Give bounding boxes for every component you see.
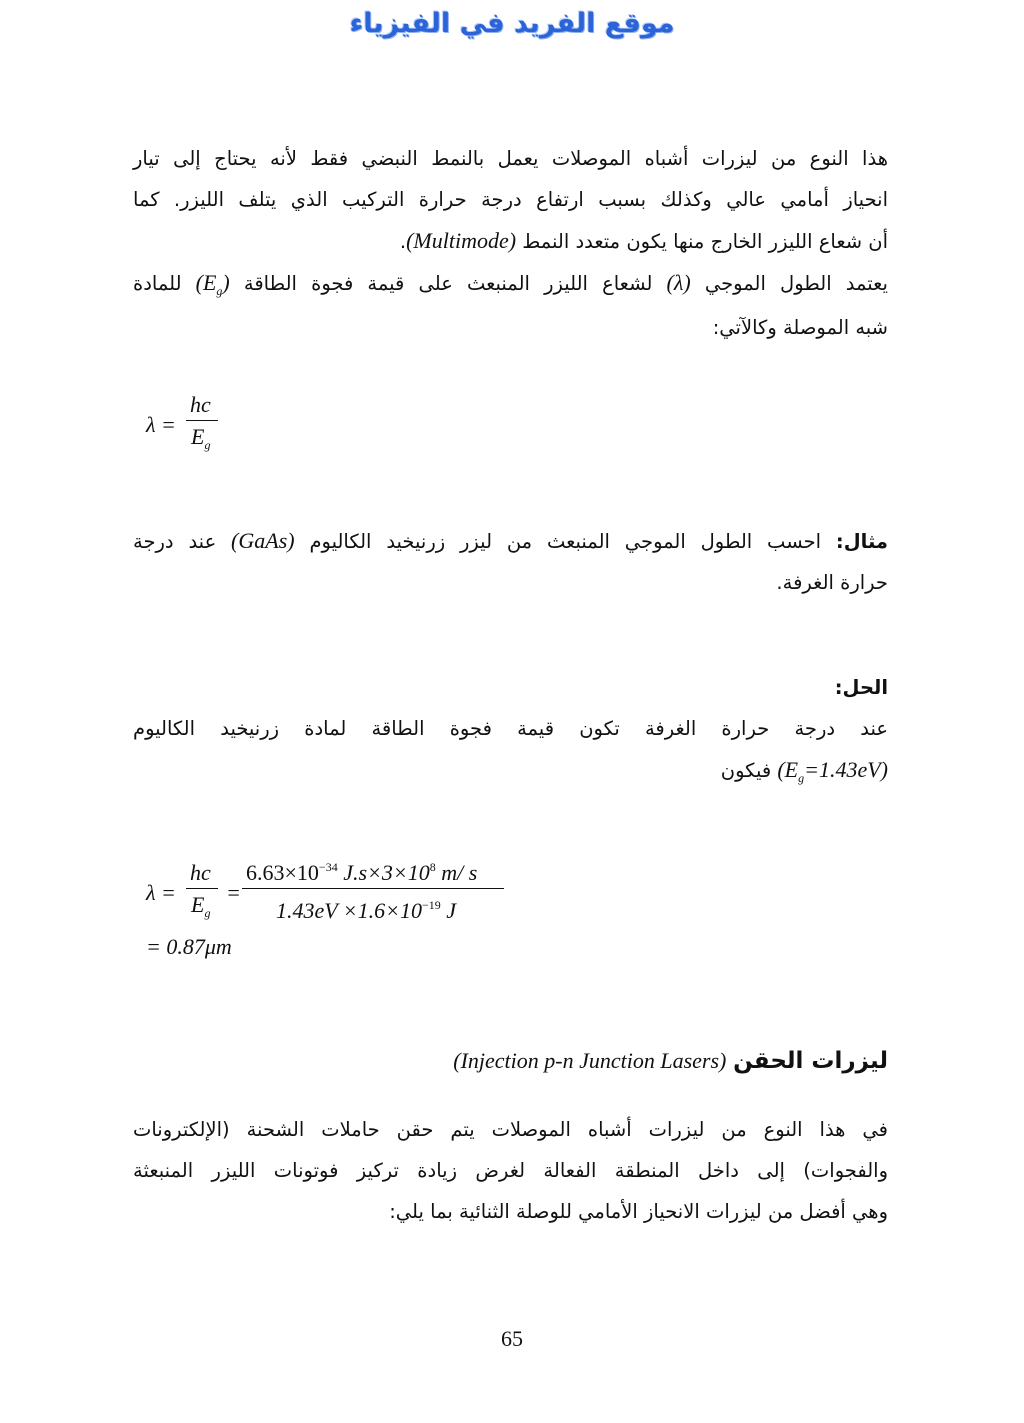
- eg-value: $(E_g=1.43eV)$: [777, 757, 888, 785]
- formula1-numerator: hc: [190, 392, 211, 417]
- formula2-lhs: λ =: [146, 880, 176, 905]
- section-line-2: والفجوات) إلى داخل المنطقة الفعالة لغرض زيادة تركيز فوتونات الليزر المنبعثة: [133, 1159, 888, 1182]
- formula2-numerator-1: hc: [190, 860, 211, 885]
- solution-line-2: $(E_g=1.43eV)$ فيكون: [720, 757, 888, 785]
- intro-line-3: أن شعاع الليزر الخارج منها يكون متعدد النمط (Multimode).: [399, 228, 888, 253]
- formula2-numerator-2: $6.63\times 10^{-34}$ $J.s\times 3\times 10^8$ m/ s: [246, 860, 478, 885]
- calculation-formula: [146, 860, 526, 976]
- intro-paragraph: [133, 138, 888, 348]
- section-heading: [453, 1048, 888, 1074]
- formula2-denominator-1: $E_g$: [191, 892, 211, 920]
- intro-line-2: انحياز أمامي عالي وكذلك بسبب ارتفاع درجة حرارة التركيب الذي يتلف الليزر. كما: [133, 188, 888, 211]
- site-title: موقع الفريد في الفيزياء: [349, 8, 675, 39]
- wavelength-formula: [146, 392, 266, 468]
- multimode-term: (Multimode): [406, 228, 517, 253]
- formula2-equals: =: [226, 880, 241, 905]
- intro-line-4: يعتمد الطول الموجي (λ) لشعاع الليزر المنبعث على قيمة فجوة الطاقة $(E_g)$ للمادة: [133, 270, 888, 298]
- solution-paragraph: [133, 667, 888, 794]
- lambda-symbol: (λ): [666, 270, 691, 295]
- solution-label: الحل:: [834, 676, 888, 699]
- energy-gap-symbol: $(E_g)$: [195, 270, 230, 298]
- solution-line-1: عند درجة حرارة الغرفة تكون قيمة فجوة الطاقة لمادة زرنيخيد الكاليوم: [133, 717, 888, 740]
- section-title-arabic: ليزرات الحقن: [733, 1048, 888, 1074]
- page-number: 65: [501, 1326, 523, 1351]
- gaas-term: (GaAs): [231, 528, 295, 553]
- example-line-1: مثال: احسب الطول الموجي المنبعث من ليزر زرنيخيد الكاليوم (GaAs) عند درجة: [133, 528, 888, 553]
- section-line-1: في هذا النوع من ليزرات أشباه الموصلات يتم حقن حاملات الشحنة (الإلكترونات: [133, 1118, 888, 1141]
- example-label: مثال:: [835, 530, 888, 553]
- intro-line-1: هذا النوع من ليزرات أشباه الموصلات يعمل بالنمط النبضي فقط لأنه يحتاج إلى تيار: [133, 147, 888, 170]
- section-line-3: وهي أفضل من ليزرات الانحياز الأمامي للوصلة الثنائية بما يلي:: [389, 1200, 888, 1223]
- formula2-result: = 0.87μm: [146, 934, 232, 959]
- section-title-english: (Injection p-n Junction Lasers): [453, 1048, 727, 1073]
- intro-line-5: شبه الموصلة وكالآتي:: [712, 316, 888, 339]
- example-line-2: حرارة الغرفة.: [776, 571, 888, 594]
- formula1-lhs: λ =: [146, 412, 176, 437]
- section-paragraph: [133, 1109, 888, 1232]
- formula2-denominator-2: $1.43eV \times 1.6\times 10^{-19}$ J: [276, 898, 457, 923]
- example-paragraph: [133, 520, 888, 603]
- formula1-denominator: $E_g$: [191, 424, 211, 452]
